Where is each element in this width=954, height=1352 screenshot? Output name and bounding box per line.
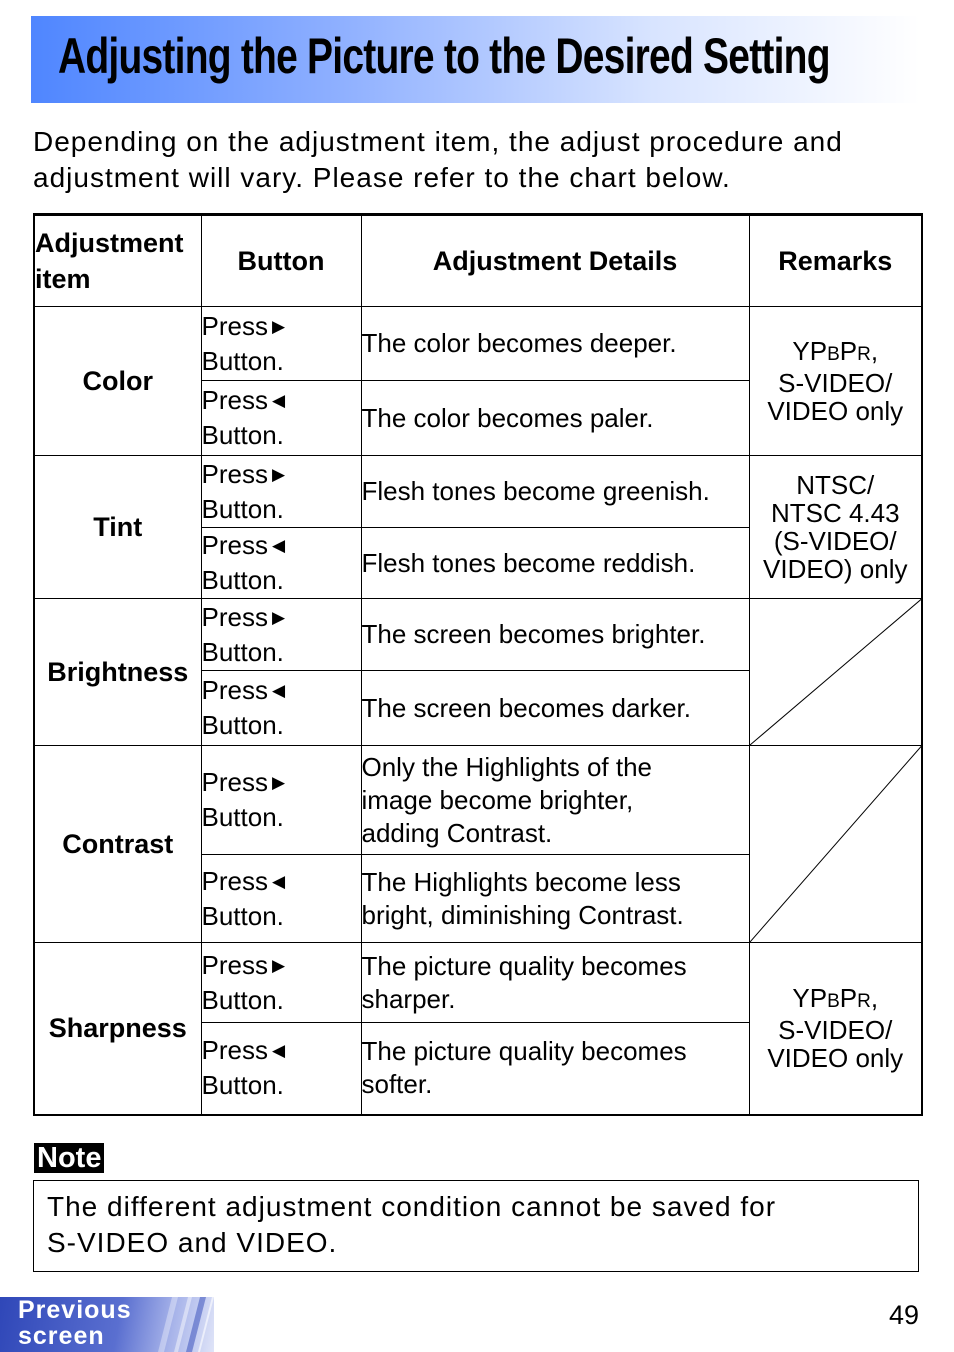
remark-p: P — [809, 336, 828, 366]
table-row — [34, 456, 922, 528]
remark-line: VIDEO) only — [763, 554, 908, 584]
remark-comma: , — [870, 336, 879, 366]
remark-line: VIDEO only — [767, 1043, 904, 1074]
left-arrow-icon: ◀ — [271, 871, 286, 891]
table-row — [34, 943, 922, 1023]
header-item-line2: item — [35, 264, 91, 294]
item-brightness: Brightness — [34, 599, 201, 746]
adjustment-table — [33, 213, 923, 1116]
press-label: Press — [201, 601, 268, 632]
detail-line: softer. — [361, 1069, 433, 1100]
remark-line: (S-VIDEO/ — [773, 526, 897, 556]
button-label: Button. — [201, 345, 284, 376]
detail-cell: Flesh tones become greenish. — [361, 456, 749, 528]
button-cell-left — [201, 381, 361, 456]
detail-cell: The color becomes deeper. — [361, 307, 749, 381]
item-contrast: Contrast — [34, 746, 201, 943]
previous-screen-label — [18, 1297, 132, 1349]
button-cell-left — [201, 1023, 361, 1115]
remark-r: R — [857, 344, 871, 365]
right-arrow-icon: ▶ — [271, 773, 286, 792]
press-label: Press — [201, 675, 268, 705]
button-cell-left — [201, 528, 361, 599]
right-arrow-icon: ▶ — [271, 955, 286, 975]
button-cell-right — [201, 456, 361, 528]
diagonal-line — [750, 746, 922, 942]
left-arrow-icon: ◀ — [271, 681, 286, 700]
item-sharpness: Sharpness — [34, 943, 201, 1115]
note-line: S-VIDEO and VIDEO. — [47, 1227, 338, 1258]
note-line: The different adjustment condition cannot be saved for — [47, 1191, 777, 1222]
press-label: Press — [201, 949, 268, 980]
button-label: Button. — [201, 984, 284, 1015]
detail-line: bright, diminishing Contrast. — [361, 899, 684, 930]
button-cell-right — [201, 599, 361, 671]
button-label: Button. — [201, 493, 284, 524]
button-label: Button. — [201, 1070, 284, 1101]
remark-r: R — [857, 991, 871, 1013]
detail-line: image become brighter, — [361, 784, 634, 815]
remark-line: S-VIDEO/ — [778, 368, 893, 398]
intro-paragraph: Depending on the adjustment item, the adjust procedure and adjustment will vary. Please refer to the chart below. — [33, 126, 843, 193]
table-header-row — [34, 215, 922, 307]
remark-not-applicable — [749, 746, 922, 943]
left-arrow-icon: ◀ — [271, 391, 286, 410]
note-box — [33, 1180, 919, 1272]
table-row — [34, 746, 922, 855]
press-label: Press — [201, 767, 268, 797]
detail-cell — [361, 746, 749, 855]
remark-y: Y — [792, 983, 810, 1014]
previous-screen-button[interactable] — [0, 1297, 214, 1352]
detail-cell — [361, 943, 749, 1023]
detail-line: The picture quality becomes — [361, 950, 687, 981]
page-number: 49 — [889, 1300, 920, 1330]
detail-cell — [361, 855, 749, 943]
diagonal-line — [750, 599, 922, 745]
remark-y: Y — [792, 336, 810, 366]
stripes-decoration — [140, 1297, 214, 1352]
remark-ypbpr — [749, 307, 922, 456]
remark-p: P — [809, 983, 828, 1014]
press-label: Press — [201, 530, 268, 560]
press-label: Press — [201, 458, 268, 489]
button-label: Button. — [201, 636, 284, 667]
button-label: Button. — [201, 710, 284, 740]
remark-b: B — [827, 344, 840, 365]
detail-line: sharper. — [361, 983, 456, 1014]
button-cell-right — [201, 746, 361, 855]
button-cell-left — [201, 671, 361, 746]
detail-cell: The color becomes paler. — [361, 381, 749, 456]
button-cell-left — [201, 855, 361, 943]
button-label: Button. — [201, 420, 284, 450]
press-label: Press — [201, 385, 268, 415]
item-color: Color — [34, 307, 201, 456]
detail-line: adding Contrast. — [361, 817, 553, 848]
previous-label-line1: Previous — [18, 1297, 132, 1324]
press-label: Press — [201, 310, 268, 341]
table-row — [34, 599, 922, 671]
button-label: Button. — [201, 802, 284, 832]
page-title: Adjusting the Picture to the Desired Setting — [58, 28, 830, 84]
remark-not-applicable — [749, 599, 922, 746]
remark-line: NTSC 4.43 — [770, 498, 900, 528]
detail-line: Only the Highlights of the — [361, 751, 652, 782]
left-arrow-icon: ◀ — [271, 1041, 286, 1061]
remark-ntsc — [749, 456, 922, 599]
detail-cell — [361, 1023, 749, 1115]
header-button: Button — [201, 215, 361, 307]
detail-line: The picture quality becomes — [361, 1036, 687, 1067]
header-remarks: Remarks — [749, 215, 922, 307]
remark-ypbpr — [749, 943, 922, 1115]
left-arrow-icon: ◀ — [271, 536, 286, 555]
remark-comma: , — [870, 983, 879, 1014]
button-label: Button. — [201, 565, 284, 595]
detail-cell: The screen becomes darker. — [361, 671, 749, 746]
remark-p: P — [839, 336, 858, 366]
note-label: Note — [34, 1143, 104, 1173]
remark-line: NTSC/ — [796, 470, 875, 500]
button-cell-right — [201, 943, 361, 1023]
button-cell-right — [201, 307, 361, 381]
right-arrow-icon: ▶ — [271, 464, 286, 484]
button-label: Button. — [201, 900, 284, 931]
remark-line: S-VIDEO/ — [778, 1015, 893, 1046]
header-item-line1: Adjustment — [35, 228, 184, 258]
header-adjustment-item — [34, 215, 201, 307]
previous-label-line2: screen — [18, 1322, 105, 1350]
detail-line: The Highlights become less — [361, 866, 681, 897]
header-adjustment-details: Adjustment Details — [361, 215, 749, 307]
right-arrow-icon: ▶ — [271, 607, 286, 627]
table-row — [34, 307, 922, 381]
remark-b: B — [827, 991, 840, 1013]
remark-p: P — [839, 983, 858, 1014]
detail-cell: The screen becomes brighter. — [361, 599, 749, 671]
item-tint: Tint — [34, 456, 201, 599]
press-label: Press — [201, 1035, 268, 1066]
detail-cell: Flesh tones become reddish. — [361, 528, 749, 599]
remark-line: VIDEO only — [767, 396, 904, 426]
right-arrow-icon: ▶ — [271, 316, 286, 336]
press-label: Press — [201, 865, 268, 896]
